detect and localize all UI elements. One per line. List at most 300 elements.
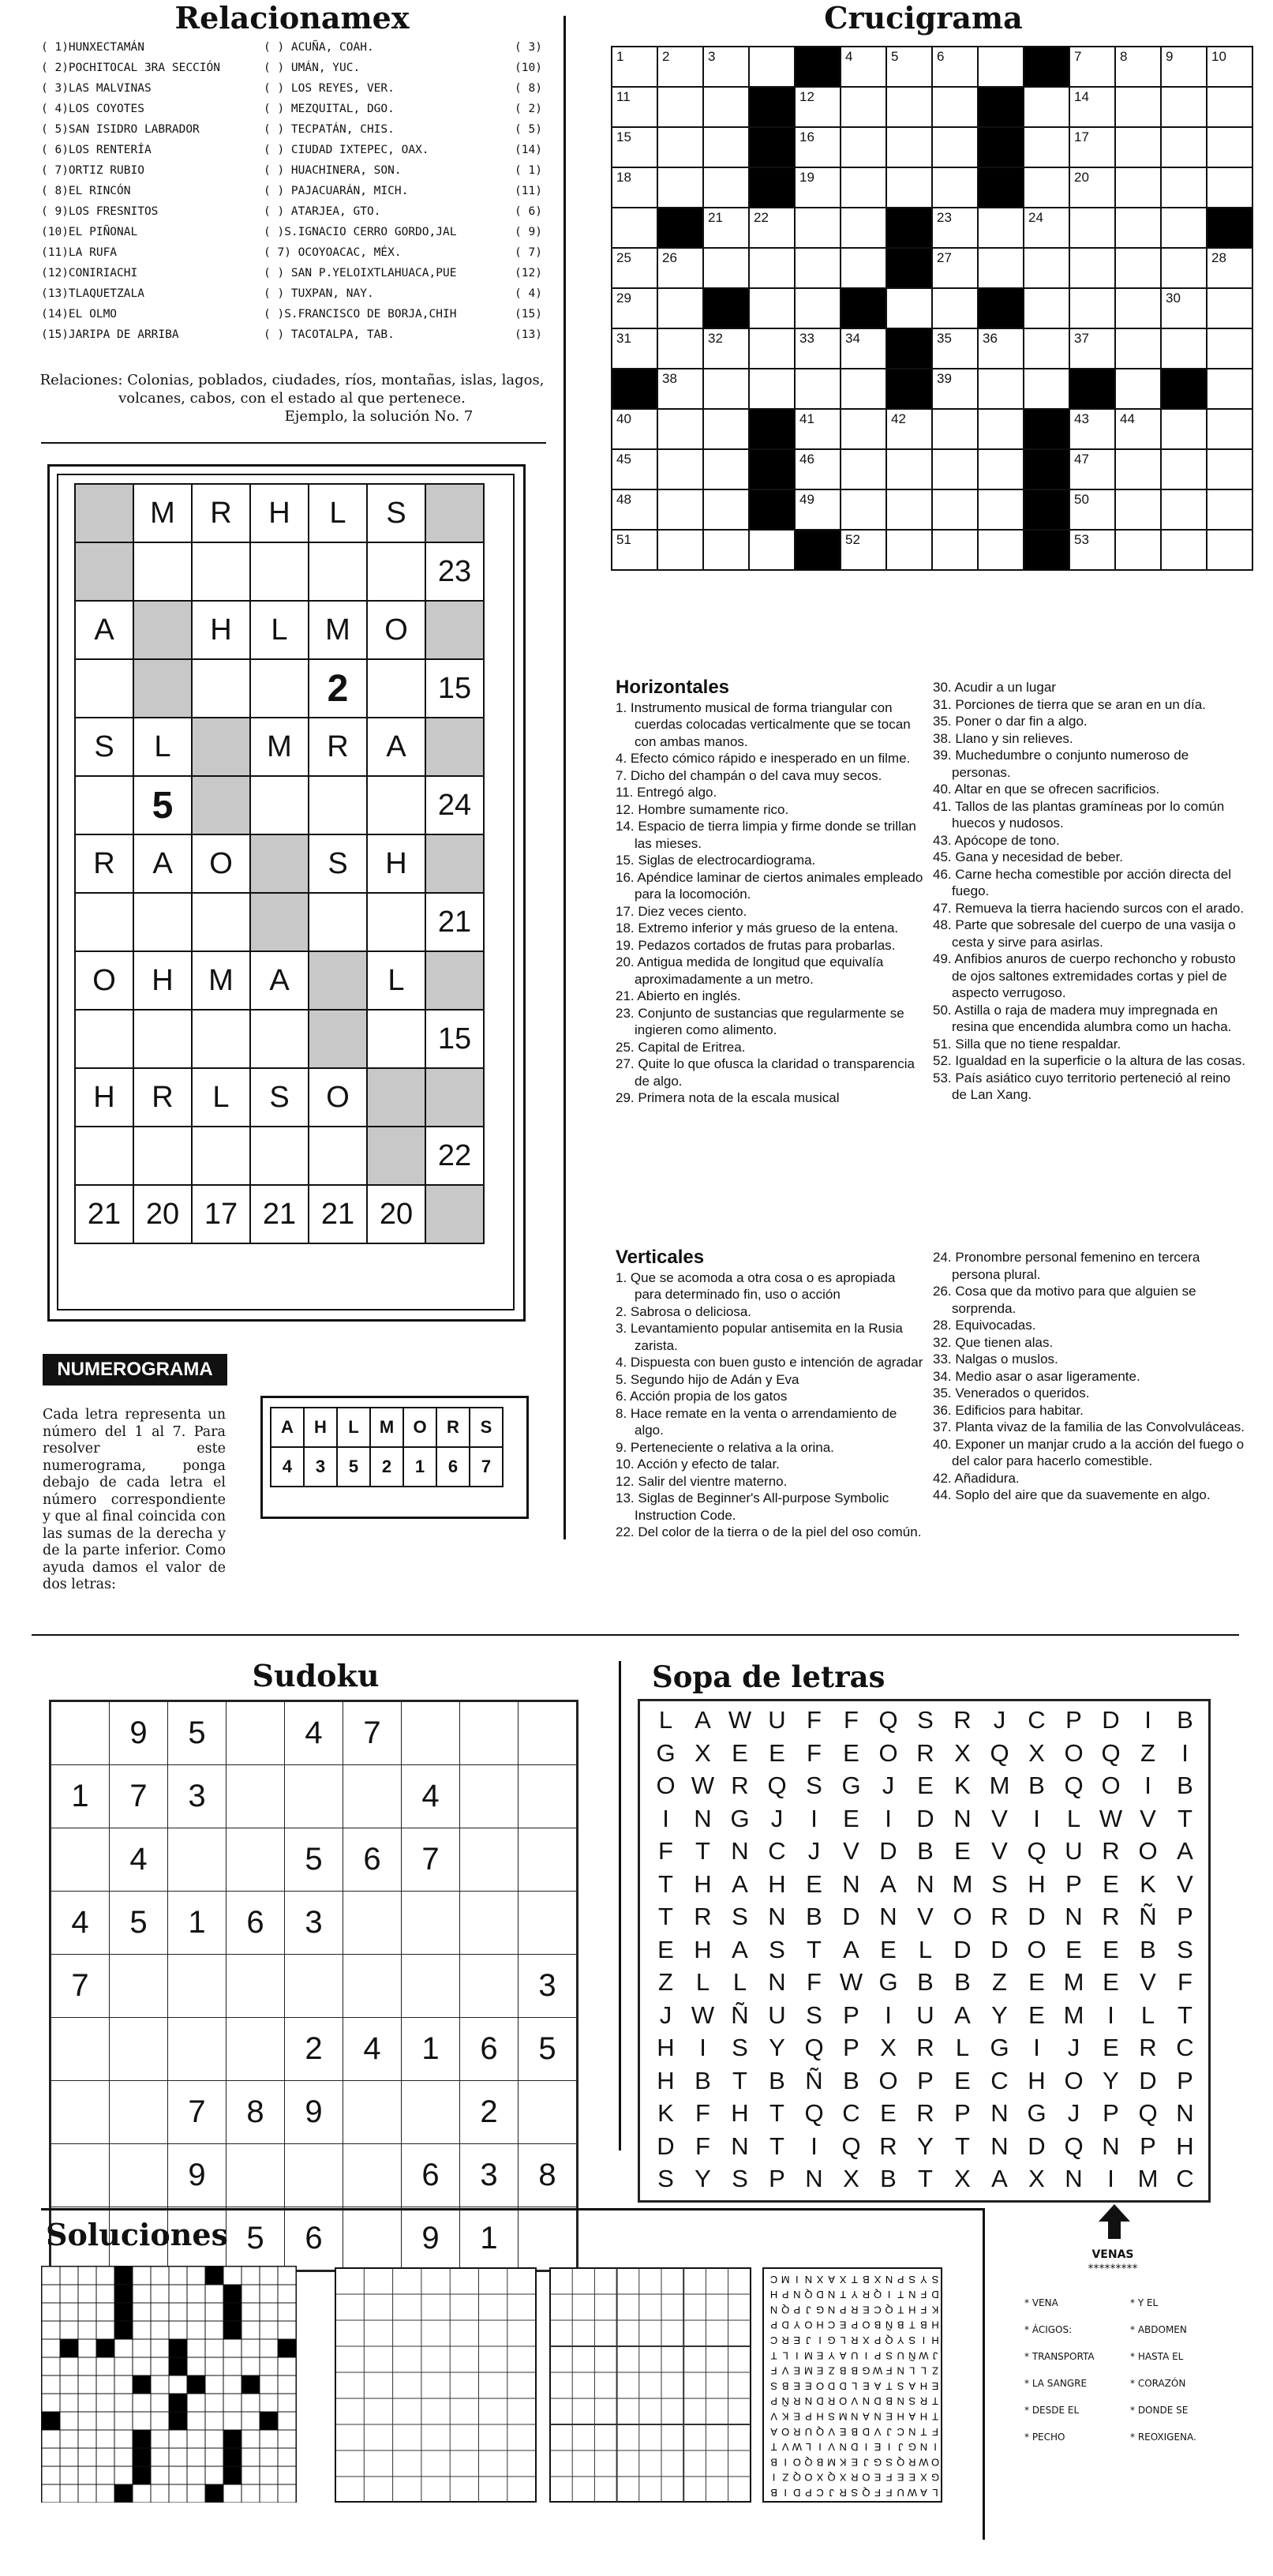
crossword-cell[interactable]	[932, 328, 978, 369]
sopa-letter[interactable]: Y	[991, 2000, 1008, 2029]
crossword-cell[interactable]	[657, 530, 703, 570]
crossword-cell[interactable]	[749, 369, 795, 409]
sopa-letter[interactable]: M	[1137, 2165, 1159, 2192]
numerograma-cell[interactable]	[367, 659, 425, 718]
sopa-letter[interactable]: G	[990, 2034, 1009, 2061]
sudoku-cell[interactable]	[460, 1765, 519, 1828]
sopa-letter[interactable]: X	[1028, 1738, 1045, 1767]
crossword-cell[interactable]	[886, 449, 932, 489]
sopa-letter[interactable]: B	[1028, 1772, 1045, 1799]
sopa-letter[interactable]: Q	[767, 1772, 787, 1799]
sopa-letter[interactable]: K	[657, 2099, 674, 2127]
sopa-letter[interactable]: D	[879, 1837, 897, 1865]
sopa-letter[interactable]: V	[917, 1903, 934, 1930]
sopa-letter[interactable]: N	[731, 1837, 749, 1865]
sopa-letter[interactable]: C	[842, 2099, 860, 2127]
sudoku-cell[interactable]	[110, 2018, 168, 2081]
sopa-letter[interactable]: C	[990, 2066, 1009, 2094]
crossword-cell[interactable]	[612, 167, 657, 208]
sopa-letter[interactable]: D	[842, 1903, 860, 1930]
crossword-cell[interactable]	[1069, 489, 1115, 530]
crossword-cell[interactable]	[841, 127, 886, 167]
sopa-letter[interactable]: P	[843, 2034, 859, 2061]
numerograma-cell[interactable]	[425, 951, 484, 1010]
sopa-letter[interactable]: I	[1144, 1706, 1151, 1734]
crossword-cell[interactable]	[612, 449, 657, 489]
sopa-letter[interactable]: Z	[1140, 1738, 1155, 1767]
sopa-letter[interactable]: N	[990, 2132, 1009, 2160]
sopa-letter[interactable]: P	[843, 2000, 859, 2029]
sopa-letter[interactable]: Z	[658, 1968, 673, 1996]
sudoku-cell[interactable]	[227, 1765, 285, 1828]
sopa-letter[interactable]: D	[657, 2132, 675, 2160]
sopa-letter[interactable]: E	[1065, 1935, 1082, 1963]
sopa-letter[interactable]: A	[1177, 1837, 1193, 1865]
crossword-cell[interactable]	[1207, 530, 1252, 570]
numerograma-cell[interactable]	[133, 601, 192, 659]
sudoku-cell[interactable]	[519, 1892, 578, 1955]
sopa-letter[interactable]: Ñ	[731, 2000, 749, 2029]
sopa-letter[interactable]: J	[770, 1804, 784, 1832]
sopa-letter[interactable]: T	[1178, 1804, 1193, 1832]
sopa-letter[interactable]: R	[879, 2132, 897, 2160]
numerograma-cell[interactable]	[133, 659, 192, 718]
sudoku-cell[interactable]	[519, 2207, 578, 2271]
crossword-cell[interactable]	[749, 530, 795, 570]
crossword-cell[interactable]	[1115, 328, 1161, 369]
sudoku-cell[interactable]	[51, 1701, 110, 1765]
crossword-cell[interactable]	[1069, 409, 1115, 449]
sopa-letter[interactable]: Y	[917, 2132, 934, 2160]
numerograma-cell[interactable]	[133, 893, 192, 951]
sopa-letter[interactable]: E	[1103, 1869, 1119, 1898]
crossword-cell[interactable]	[932, 449, 978, 489]
sopa-letter[interactable]: R	[953, 1706, 972, 1734]
crossword-cell[interactable]	[612, 328, 657, 369]
crossword-cell[interactable]	[841, 87, 886, 127]
sopa-letter[interactable]: S	[917, 1706, 934, 1734]
sopa-letter[interactable]: C	[768, 1837, 786, 1865]
crossword-cell[interactable]	[1115, 409, 1161, 449]
crossword-cell[interactable]	[841, 208, 886, 248]
sudoku-cell[interactable]	[227, 1955, 285, 2018]
sudoku-cell[interactable]	[460, 1955, 519, 2018]
crossword-cell[interactable]	[932, 248, 978, 288]
sopa-letter[interactable]: B	[769, 2066, 785, 2094]
crossword-cell[interactable]	[841, 369, 886, 409]
crossword-cell[interactable]	[612, 530, 657, 570]
sopa-letter[interactable]: T	[1178, 2000, 1193, 2029]
sopa-letter[interactable]: T	[658, 1869, 673, 1898]
sudoku-cell[interactable]	[227, 2144, 285, 2207]
sudoku-cell[interactable]	[285, 1955, 343, 2018]
crossword-cell[interactable]	[841, 248, 886, 288]
sopa-letter[interactable]: Q	[1064, 2132, 1084, 2160]
crossword-cell[interactable]	[795, 87, 841, 127]
sopa-letter[interactable]: R	[916, 2034, 934, 2061]
sopa-letter[interactable]: Q	[1138, 2099, 1158, 2127]
crossword-cell[interactable]	[978, 530, 1024, 570]
sopa-letter[interactable]: X	[1028, 2165, 1045, 2192]
crossword-cell[interactable]	[795, 449, 841, 489]
numerograma-cell[interactable]	[192, 776, 250, 834]
sopa-letter[interactable]: Ñ	[805, 2066, 823, 2094]
sopa-letter[interactable]: J	[993, 1706, 1006, 1734]
numerograma-cell[interactable]	[367, 1010, 425, 1068]
sopa-letter[interactable]: D	[990, 1935, 1009, 1963]
crossword-cell[interactable]	[841, 167, 886, 208]
sudoku-cell[interactable]	[402, 1892, 460, 1955]
crossword-cell[interactable]	[978, 248, 1024, 288]
crossword-cell[interactable]	[795, 409, 841, 449]
sopa-letter[interactable]: Q	[804, 2099, 824, 2127]
sopa-letter[interactable]: P	[769, 2165, 785, 2192]
sopa-letter[interactable]: G	[841, 1772, 861, 1799]
crossword-cell[interactable]	[886, 127, 932, 167]
sopa-letter[interactable]: L	[955, 2034, 970, 2061]
numerograma-cell[interactable]	[250, 776, 309, 834]
sopa-letter[interactable]: J	[659, 2000, 672, 2029]
sopa-letter[interactable]: X	[695, 1738, 711, 1767]
sopa-letter[interactable]: N	[768, 1968, 786, 1996]
sopa-letter[interactable]: I	[662, 1804, 669, 1832]
numerograma-cell[interactable]	[309, 893, 367, 951]
sopa-letter[interactable]: E	[806, 1869, 822, 1898]
sudoku-cell[interactable]	[343, 2081, 402, 2144]
sopa-letter[interactable]: A	[843, 1935, 859, 1963]
sopa-letter[interactable]: M	[952, 1869, 973, 1898]
sopa-letter[interactable]: B	[917, 1968, 934, 1996]
crossword-cell[interactable]	[1207, 248, 1252, 288]
sopa-letter[interactable]: T	[769, 2099, 784, 2127]
crossword-cell[interactable]	[1069, 530, 1115, 570]
sopa-letter[interactable]: S	[732, 2034, 748, 2061]
numerograma-cell[interactable]	[425, 834, 484, 893]
sopa-letter[interactable]: B	[843, 2066, 859, 2094]
crossword-cell[interactable]	[1069, 127, 1115, 167]
crossword-cell[interactable]	[657, 87, 703, 127]
crossword-cell[interactable]	[978, 409, 1024, 449]
sopa-letter[interactable]: O	[878, 1738, 898, 1767]
sudoku-cell[interactable]	[110, 2081, 168, 2144]
sudoku-cell[interactable]	[460, 1828, 519, 1892]
sopa-letter[interactable]: J	[1067, 2099, 1080, 2127]
numerograma-cell[interactable]	[75, 659, 133, 718]
sopa-letter[interactable]: A	[732, 1935, 748, 1963]
crossword-cell[interactable]	[795, 127, 841, 167]
crossword-cell[interactable]	[1207, 127, 1252, 167]
sopa-letter[interactable]: T	[769, 2132, 784, 2160]
sudoku-cell[interactable]	[285, 1765, 343, 1828]
numerograma-cell[interactable]	[192, 718, 250, 776]
numerograma-cell[interactable]	[425, 601, 484, 659]
numerograma-cell[interactable]	[309, 1010, 367, 1068]
crossword-cell[interactable]	[703, 369, 749, 409]
sopa-letter[interactable]: H	[657, 2034, 675, 2061]
sudoku-cell[interactable]	[285, 2144, 343, 2207]
sopa-letter[interactable]: Q	[990, 1738, 1009, 1767]
sudoku-cell[interactable]	[519, 1701, 578, 1765]
sopa-letter[interactable]: I	[1107, 2165, 1114, 2192]
crossword-cell[interactable]	[795, 369, 841, 409]
sopa-letter[interactable]: I	[885, 1804, 892, 1832]
sopa-letter[interactable]: Q	[878, 1706, 898, 1734]
sopa-letter[interactable]: P	[1065, 1706, 1082, 1734]
crossword-cell[interactable]	[612, 409, 657, 449]
sopa-letter[interactable]: S	[657, 2165, 674, 2192]
sopa-letter[interactable]: E	[1028, 2000, 1045, 2029]
sopa-letter[interactable]: N	[916, 1869, 934, 1898]
crossword-cell[interactable]	[1115, 449, 1161, 489]
numerograma-cell[interactable]	[367, 1127, 425, 1185]
numerograma-cell[interactable]	[250, 1010, 309, 1068]
numerograma-cell[interactable]	[425, 718, 484, 776]
crossword-cell[interactable]	[612, 87, 657, 127]
crossword-cell[interactable]	[978, 47, 1024, 87]
sopa-letter[interactable]: F	[807, 1968, 822, 1996]
crossword-cell[interactable]	[932, 489, 978, 530]
sopa-letter[interactable]: V	[843, 1837, 859, 1865]
crossword-cell[interactable]	[657, 288, 703, 328]
sopa-letter[interactable]: I	[1107, 2000, 1114, 2029]
crossword-cell[interactable]	[749, 328, 795, 369]
sopa-letter[interactable]: P	[1103, 2099, 1119, 2127]
crossword-cell[interactable]	[932, 47, 978, 87]
sopa-letter[interactable]: I	[811, 1804, 818, 1832]
numerograma-cell[interactable]	[192, 1010, 250, 1068]
sopa-letter[interactable]: O	[953, 1903, 972, 1930]
crossword-cell[interactable]	[1161, 288, 1207, 328]
sopa-letter[interactable]: B	[917, 1837, 934, 1865]
numerograma-cell[interactable]	[133, 542, 192, 601]
crossword-cell[interactable]	[1161, 208, 1207, 248]
sopa-letter[interactable]: F	[807, 1738, 822, 1767]
crossword-cell[interactable]	[1161, 47, 1207, 87]
crossword-cell[interactable]	[1207, 328, 1252, 369]
crossword-cell[interactable]	[1115, 369, 1161, 409]
sopa-letter[interactable]: N	[879, 1903, 897, 1930]
sopa-letter[interactable]: I	[1144, 1772, 1151, 1799]
sudoku-cell[interactable]	[519, 1765, 578, 1828]
crossword-cell[interactable]	[932, 288, 978, 328]
sopa-letter[interactable]: O	[1027, 1935, 1046, 1963]
sopa-letter[interactable]: T	[918, 2165, 933, 2192]
sopa-letter[interactable]: B	[1177, 1772, 1193, 1799]
numerograma-cell[interactable]	[250, 542, 309, 601]
sopa-letter[interactable]: G	[1027, 2099, 1046, 2127]
sopa-letter[interactable]: G	[878, 1968, 898, 1996]
sopa-letter[interactable]: F	[1178, 1968, 1193, 1996]
sopa-letter[interactable]: G	[730, 1804, 750, 1832]
sopa-letter[interactable]: C	[1176, 2034, 1194, 2061]
crossword-cell[interactable]	[1161, 449, 1207, 489]
crossword-cell[interactable]	[1069, 47, 1115, 87]
sopa-letter[interactable]: I	[699, 2034, 706, 2061]
crossword-cell[interactable]	[1161, 328, 1207, 369]
crossword-cell[interactable]	[1024, 208, 1069, 248]
numerograma-cell[interactable]	[309, 542, 367, 601]
sopa-letter[interactable]: E	[954, 1837, 971, 1865]
crossword-cell[interactable]	[657, 248, 703, 288]
crossword-cell[interactable]	[1207, 47, 1252, 87]
sopa-letter[interactable]: S	[1177, 1935, 1193, 1963]
sopa-letter[interactable]: D	[953, 1935, 972, 1963]
sopa-letter[interactable]: E	[954, 2066, 971, 2094]
sopa-letter[interactable]: V	[991, 1804, 1008, 1832]
sopa-letter[interactable]: D	[1028, 1903, 1046, 1930]
sopa-letter[interactable]: I	[1033, 1804, 1040, 1832]
sopa-letter[interactable]: O	[1064, 2066, 1084, 2094]
sopa-letter[interactable]: L	[1066, 1804, 1081, 1832]
crossword-cell[interactable]	[612, 248, 657, 288]
sopa-letter[interactable]: J	[882, 1772, 895, 1799]
crossword-cell[interactable]	[978, 369, 1024, 409]
sopa-letter[interactable]: E	[1103, 1968, 1119, 1996]
sopa-letter[interactable]: R	[694, 1903, 712, 1930]
sopa-letter[interactable]: S	[806, 2000, 822, 2029]
sopa-letter[interactable]: S	[732, 2165, 748, 2192]
sopa-letter[interactable]: Q	[1064, 1772, 1084, 1799]
sudoku-cell[interactable]	[343, 1955, 402, 2018]
crossword-cell[interactable]	[1207, 489, 1252, 530]
sudoku-cell[interactable]	[51, 1828, 110, 1892]
sopa-letter[interactable]: Z	[992, 1968, 1007, 1996]
sopa-letter[interactable]: H	[657, 2066, 675, 2094]
crossword-cell[interactable]	[1207, 167, 1252, 208]
crossword-cell[interactable]	[886, 489, 932, 530]
sopa-letter[interactable]: E	[917, 1772, 934, 1799]
crossword-cell[interactable]	[703, 127, 749, 167]
crossword-cell[interactable]	[612, 47, 657, 87]
sopa-letter[interactable]: H	[1028, 1869, 1046, 1898]
sopa-letter[interactable]: Q	[1027, 1837, 1046, 1865]
crossword-cell[interactable]	[1161, 167, 1207, 208]
sopa-letter[interactable]: I	[1181, 1738, 1189, 1767]
sudoku-cell[interactable]	[402, 2081, 460, 2144]
numerograma-cell[interactable]	[75, 484, 133, 542]
sopa-letter[interactable]: N	[731, 2132, 749, 2160]
numerograma-cell[interactable]	[75, 1010, 133, 1068]
numerograma-cell[interactable]	[133, 1010, 192, 1068]
crossword-cell[interactable]	[657, 489, 703, 530]
crossword-cell[interactable]	[978, 489, 1024, 530]
numerograma-cell[interactable]	[133, 1127, 192, 1185]
sopa-letter[interactable]: H	[1028, 2066, 1046, 2094]
sopa-letter[interactable]: L	[1140, 2000, 1155, 2029]
sopa-letter[interactable]: B	[1177, 1706, 1193, 1734]
crossword-cell[interactable]	[1115, 248, 1161, 288]
crossword-cell[interactable]	[1161, 248, 1207, 288]
numerograma-cell[interactable]	[309, 951, 367, 1010]
sopa-letter[interactable]: B	[880, 2165, 897, 2192]
numerograma-cell[interactable]	[250, 893, 309, 951]
sudoku-cell[interactable]	[343, 2207, 402, 2271]
sopa-letter[interactable]: W	[691, 2000, 715, 2029]
crossword-cell[interactable]	[841, 449, 886, 489]
sopa-letter[interactable]: X	[843, 2165, 859, 2192]
crossword-cell[interactable]	[657, 449, 703, 489]
sopa-letter[interactable]: C	[1028, 1706, 1046, 1734]
crossword-cell[interactable]	[1207, 369, 1252, 409]
numerograma-cell[interactable]	[367, 542, 425, 601]
sopa-letter[interactable]: B	[954, 1968, 971, 1996]
crossword-cell[interactable]	[795, 489, 841, 530]
crossword-cell[interactable]	[1115, 127, 1161, 167]
crossword-cell[interactable]	[1161, 127, 1207, 167]
sudoku-cell[interactable]	[227, 1828, 285, 1892]
numerograma-cell[interactable]	[75, 542, 133, 601]
sopa-letter[interactable]: T	[732, 2066, 747, 2094]
sopa-letter[interactable]: L	[658, 1706, 673, 1734]
sopa-letter[interactable]: C	[1176, 2165, 1194, 2192]
sopa-letter[interactable]: L	[732, 1968, 747, 1996]
crossword-cell[interactable]	[932, 167, 978, 208]
sopa-letter[interactable]: P	[1177, 1903, 1193, 1930]
sopa-letter[interactable]: E	[843, 1738, 859, 1767]
sopa-letter[interactable]: H	[731, 2099, 749, 2127]
sopa-letter[interactable]: N	[990, 2099, 1009, 2127]
sopa-letter[interactable]: I	[885, 2000, 892, 2029]
sopa-letter[interactable]: R	[990, 1903, 1009, 1930]
crossword-cell[interactable]	[1161, 87, 1207, 127]
crossword-cell[interactable]	[932, 369, 978, 409]
crossword-cell[interactable]	[1115, 208, 1161, 248]
crossword-cell[interactable]	[612, 288, 657, 328]
sopa-letter[interactable]: S	[806, 1772, 822, 1799]
sopa-letter[interactable]: F	[807, 1706, 822, 1734]
crossword-cell[interactable]	[795, 288, 841, 328]
sopa-letter[interactable]: N	[1065, 1903, 1083, 1930]
sopa-letter[interactable]: P	[1140, 2132, 1156, 2160]
sudoku-cell[interactable]	[110, 2144, 168, 2207]
sopa-letter[interactable]: R	[731, 1772, 749, 1799]
sopa-letter[interactable]: E	[657, 1935, 674, 1963]
crossword-cell[interactable]	[1207, 409, 1252, 449]
crossword-cell[interactable]	[886, 87, 932, 127]
sopa-letter[interactable]: I	[1033, 2034, 1040, 2061]
sopa-letter[interactable]: J	[807, 1837, 821, 1865]
sopa-letter[interactable]: N	[842, 1869, 860, 1898]
crossword-cell[interactable]	[1024, 248, 1069, 288]
numerograma-cell[interactable]	[425, 1068, 484, 1127]
numerograma-cell[interactable]	[75, 1127, 133, 1185]
sopa-letter[interactable]: X	[880, 2034, 897, 2061]
sudoku-cell[interactable]	[460, 1892, 519, 1955]
sopa-letter[interactable]: M	[989, 1772, 1010, 1799]
sopa-letter[interactable]: A	[991, 2165, 1008, 2192]
sopa-letter[interactable]: M	[1063, 1968, 1084, 1996]
sopa-letter[interactable]: P	[1177, 2066, 1193, 2094]
numerograma-cell[interactable]	[425, 1185, 484, 1243]
sopa-letter[interactable]: O	[656, 1772, 676, 1799]
crossword-cell[interactable]	[1115, 87, 1161, 127]
sopa-letter[interactable]: K	[1140, 1869, 1156, 1898]
sopa-letter[interactable]: F	[695, 2099, 710, 2127]
sopa-letter[interactable]: N	[694, 1804, 712, 1832]
sopa-letter[interactable]: R	[1102, 1903, 1120, 1930]
sopa-letter[interactable]: U	[916, 2000, 934, 2029]
crossword-cell[interactable]	[703, 167, 749, 208]
sopa-letter[interactable]: N	[1065, 2165, 1083, 2192]
sopa-letter[interactable]: G	[656, 1738, 676, 1767]
sopa-letter[interactable]: H	[694, 1869, 712, 1898]
sudoku-cell[interactable]	[343, 1765, 402, 1828]
sopa-letter[interactable]: O	[1138, 1837, 1158, 1865]
crossword-cell[interactable]	[1161, 409, 1207, 449]
crossword-cell[interactable]	[749, 248, 795, 288]
sopa-letter[interactable]: P	[917, 2066, 934, 2094]
sopa-letter[interactable]: E	[1028, 1968, 1045, 1996]
